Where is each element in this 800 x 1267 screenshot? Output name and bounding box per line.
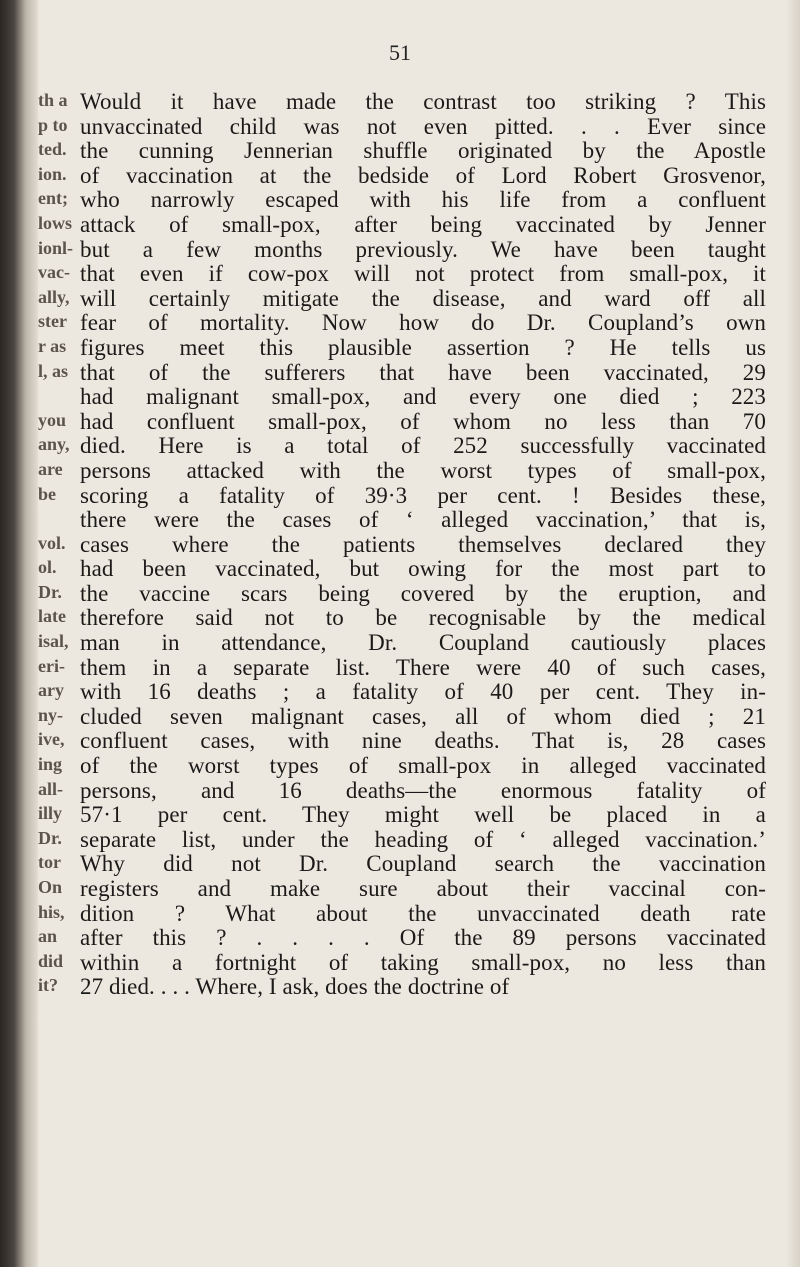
bleed-fragment: ing xyxy=(38,754,63,775)
text-line: that even if cow-pox will not protect from small-pox, it xyxy=(80,261,766,287)
text-line: unvaccinated child was not even pitted. . . Ever since xyxy=(80,113,766,139)
bleed-fragment: ny- xyxy=(38,704,64,725)
bleed-fragment: vac- xyxy=(38,262,70,283)
text-line: there were the cases of ‘ alleged vaccination,’ that is, xyxy=(80,507,766,533)
bleed-fragment: ent; xyxy=(38,188,68,209)
bleed-fragment: On xyxy=(38,877,63,897)
bleed-fragment: th a xyxy=(38,90,68,110)
text-line: 27 died. . . . Where, I ask, does the doctrine of xyxy=(80,974,510,1000)
bleed-fragment: ted. xyxy=(38,139,67,160)
text-line: them in a separate list. There were 40 of such cases, xyxy=(80,654,766,680)
text-line: therefore said not to be recognisable by the medical xyxy=(80,605,766,631)
text-line: attack of small-pox, after being vaccinated by Jenner xyxy=(80,211,766,237)
bleed-fragment: p to xyxy=(38,114,68,135)
text-line: had malignant small-pox, and every one died ; 223 xyxy=(80,384,766,410)
bleed-fragment: all- xyxy=(38,778,63,799)
bleed-fragment: r as xyxy=(38,335,67,356)
bleed-fragment: are xyxy=(38,458,63,479)
text-line: of vaccination at the bedside of Lord Robert Grosvenor, xyxy=(80,162,766,188)
bleed-fragment: ster xyxy=(38,311,67,332)
text-line: within a fortnight of taking small-pox, no less than xyxy=(80,949,766,975)
bleed-fragment: isal, xyxy=(38,631,69,652)
text-line: confluent cases, with nine deaths. That is, 28 cases xyxy=(80,728,766,754)
page-number: 51 xyxy=(389,40,411,65)
bleed-fragment: an xyxy=(38,926,58,947)
bleed-fragment: vol. xyxy=(38,532,66,553)
bleed-fragment: Dr. xyxy=(38,827,62,848)
text-line: will certainly mitigate the disease, and ward off all xyxy=(80,285,766,311)
bleed-fragment: l, as xyxy=(38,360,69,381)
bleed-fragment: ion. xyxy=(38,163,67,184)
text-line: cases where the patients themselves declared they xyxy=(80,531,766,557)
bleed-fragment: it? xyxy=(38,975,58,996)
bleed-fragment: lows xyxy=(38,212,73,233)
text-line: persons attacked with the worst types of small-pox, xyxy=(80,457,766,483)
bleed-fragment: Dr. xyxy=(38,581,62,602)
text-line: had been vaccinated, but owing for the most part to xyxy=(80,556,766,582)
bleed-fragment: you xyxy=(38,409,67,430)
text-line: cluded seven malignant cases, all of whom died ; 21 xyxy=(80,703,766,729)
bleed-fragment xyxy=(38,506,66,531)
bleed-fragment: ally, xyxy=(38,286,70,307)
bleed-fragment: late xyxy=(38,606,66,627)
text-line: scoring a fatality of 39·3 per cent. ! Besides these, xyxy=(80,482,766,508)
text-line: had confluent small-pox, of whom no less than 70 xyxy=(80,408,766,434)
facing-page-bleed-text xyxy=(38,88,74,998)
bleed-fragment: ol. xyxy=(38,557,57,578)
text-line: Why did not Dr. Coupland search the vaccination xyxy=(80,851,766,877)
text-line: died. Here is a total of 252 successfully vaccinated xyxy=(80,433,766,459)
text-line: 57·1 per cent. They might well be placed in a xyxy=(80,802,766,828)
bleed-fragment: ionl- xyxy=(38,237,74,258)
text-line: Would it have made the contrast too striking ? This xyxy=(80,89,766,114)
text-line: figures meet this plausible assertion ? He tells us xyxy=(80,334,766,360)
text-line: the vaccine scars being covered by the eruption, and xyxy=(80,580,766,606)
bleed-fragment: any, xyxy=(38,434,70,455)
bleed-fragment: be xyxy=(38,483,56,504)
bleed-fragment: eri- xyxy=(38,655,65,676)
body-text xyxy=(80,90,766,1000)
book-binding-gutter xyxy=(0,0,38,1267)
page-edge xyxy=(786,0,800,1267)
bleed-fragment: ive, xyxy=(38,729,65,750)
text-line: of the worst types of small-pox in alleged vaccinated xyxy=(80,753,766,779)
text-line: persons, and 16 deaths—the enormous fatality of xyxy=(80,777,766,803)
text-line: the cunning Jennerian shuffle originated by the Apostle xyxy=(80,138,766,164)
text-line: fear of mortality. Now how do Dr. Coupland’s own xyxy=(80,310,766,336)
text-line: registers and make sure about their vaccinal con- xyxy=(80,876,766,901)
text-line: with 16 deaths ; a fatality of 40 per cent. They in- xyxy=(80,679,766,705)
text-line: separate list, under the heading of ‘ alleged vaccination.’ xyxy=(80,826,766,852)
bleed-fragment: tor xyxy=(38,852,61,873)
bleed-fragment: his, xyxy=(38,901,65,922)
bleed-fragment: illy xyxy=(38,803,63,824)
text-line: that of the sufferers that have been vaccinated, 29 xyxy=(80,359,766,385)
text-line: who narrowly escaped with his life from a confluent xyxy=(80,187,766,213)
text-line: but a few months previously. We have been taught xyxy=(80,236,766,262)
text-line: dition ? What about the unvaccinated death rate xyxy=(80,900,766,926)
text-line: after this ? . . . . Of the 89 persons vaccinated xyxy=(80,925,766,951)
bleed-fragment: ary xyxy=(38,680,64,701)
text-line: man in attendance, Dr. Coupland cautiously places xyxy=(80,630,766,656)
bleed-fragment xyxy=(38,383,66,408)
bleed-fragment: did xyxy=(38,950,64,971)
